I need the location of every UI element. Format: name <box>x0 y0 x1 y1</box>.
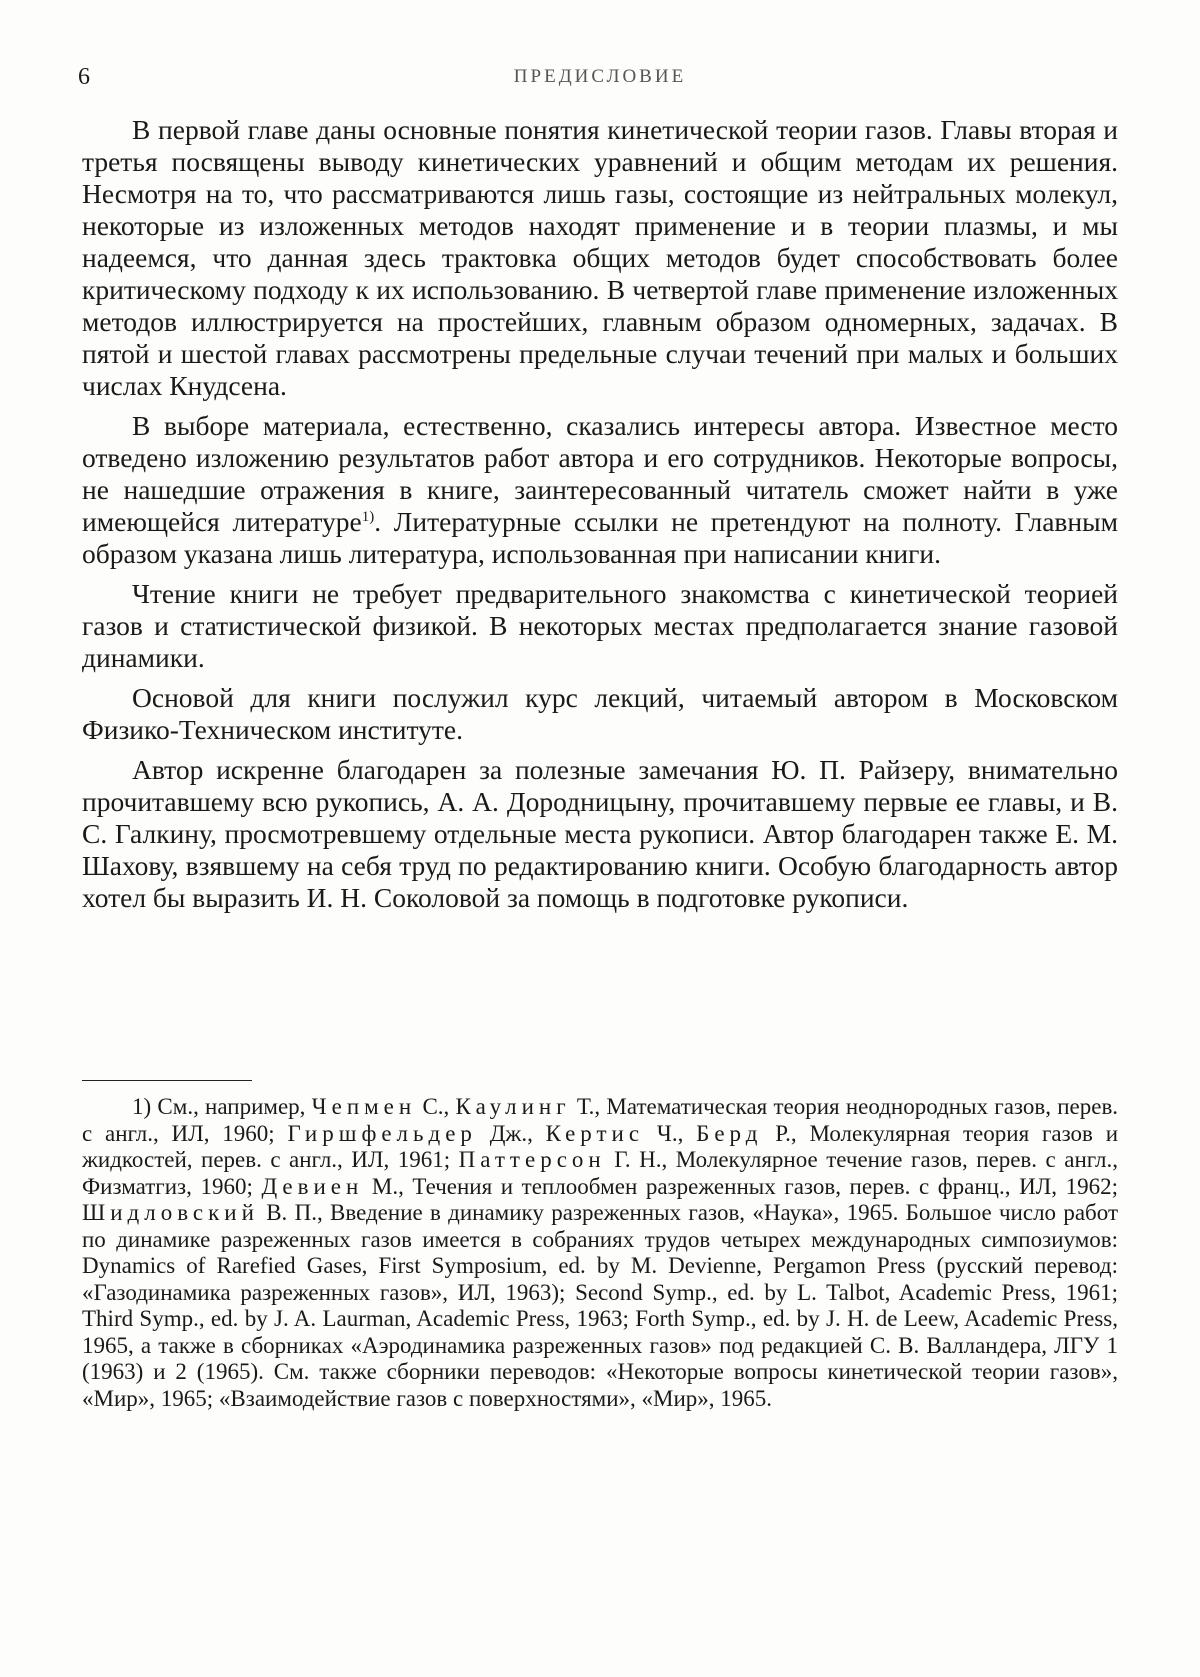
author-name: Кертис <box>545 1120 645 1146</box>
author-name: Каулинг <box>455 1094 571 1119</box>
footnote-text: Т., Математическая теория неоднородных газов, перев. с англ., ИЛ, 1960; <box>82 1094 1119 1146</box>
author-name: Паттерсон <box>458 1147 606 1172</box>
footnote-text: Р., Молекулярная теория газов и жидкостей, перев. с англ., ИЛ, 1961; <box>82 1120 1119 1172</box>
footnote-divider <box>82 1080 252 1081</box>
paragraph-material-text: В выборе материала, естественно, сказались интересы автора. Известное место отведено изложению результатов работ автора и его сотрудников. Некоторые вопросы, не нашедшие отражения в книге, заинтересованный читатель сможет найти в уже имеющейся литературе <box>82 410 1118 537</box>
page-header <box>78 64 1122 94</box>
paragraph-lectures: Основой для книги послужил курс лекций, читаемый автором в Московском Физико-Техническом институте. <box>82 682 1118 745</box>
footnote-text: В. П., Введение в динамику разреженных газов, «Наука», 1965. Большое число работ по динамике разреженных газов имеется в собраниях трудов четырех международных симпозиумов: Dynamics of Rarefied Gases, First Symposium, ed. by M. Devienne, Pergamon Press (русский перевод: «Газодинамика разреженных газов», ИЛ, 1963); Second Symp., ed. by L. Talbot, Academic Press, 1961; Third Symp., ed. by J. A. Laurman, Academic Press, 1963; Forth Symp., ed. by J. H. de Leew, Academic Press, 1965, а также в сборниках «Аэродинамика разреженных газов» под редакцией С. В. Валландера, ЛГУ 1 (1963) и 2 (1965). См. также сборники переводов: «Некоторые вопросы кинетической теории газов», «Мир», 1965; «Взаимодействие газов с поверхностями», «Мир», 1965. <box>82 1200 1118 1411</box>
footnote-marker: 1) <box>132 1094 152 1119</box>
footnote-text: С., <box>422 1094 450 1119</box>
footnote-text: М., Течения и теплообмен разреженных газов, перев. с франц., ИЛ, 1962; <box>371 1173 1118 1199</box>
paragraph-material-rest: . Литературные ссылки не претендуют на полноту. Главным образом указана лишь литература, использованная при написании книги. <box>82 506 1118 569</box>
author-name: Чепмен <box>311 1094 417 1119</box>
running-title: ПРЕДИСЛОВИЕ <box>513 66 687 87</box>
footnote-text: Г. Н., Молекулярное течение газов, перев. с англ., Физматгиз, 1960; <box>82 1147 1119 1199</box>
footnote-text: Дж., <box>489 1120 533 1146</box>
footnote-text: Ч., <box>656 1120 684 1146</box>
author-name: Девиен <box>261 1173 364 1199</box>
page-number: 6 <box>78 64 90 90</box>
footnote-ref: 1) <box>361 508 375 525</box>
paragraph-acknowledgements: Автор искренне благодарен за полезные замечания Ю. П. Райзеру, внимательно прочитавшему всю рукопись, А. А. Дородницыну, прочитавшему первые ее главы, и В. С. Галкину, просмотревшему отдельные места рукописи. Автор благодарен также Е. М. Шахову, взявшему на себя труд по редактированию книги. Особую благодарность автор хотел бы выразить И. Н. Соколовой за помощь в подготовке рукописи. <box>82 754 1118 913</box>
author-name: Берд <box>696 1120 763 1146</box>
paragraph-chapters: В первой главе даны основные понятия кинетической теории газов. Главы вторая и третья посвящены выводу кинетических уравнений и общим методам их решения. Несмотря на то, что рассматриваются лишь газы, состоящие из нейтральных молекул, некоторые из изложенных методов находят применение и в теории плазмы, и мы надеемся, что данная здесь трактовка общих методов будет способствовать более критическому подходу к их использованию. В четвертой главе применение изложенных методов иллюстрируется на простейших, главным образом одномерных, задачах. В пятой и шестой главах рассмотрены предельные случаи течений при малых и больших числах Кнудсена. <box>82 114 1118 401</box>
paragraph-material <box>82 410 1118 570</box>
footnote-text: См., например, <box>157 1094 306 1119</box>
author-name: Гиршфельдер <box>287 1120 477 1146</box>
author-name: Шидловский <box>82 1200 259 1225</box>
footnote <box>82 1094 1118 1412</box>
body-text <box>82 114 1118 914</box>
paragraph-prerequisites: Чтение книги не требует предварительного знакомства с кинетической теорией газов и статистической физикой. В некоторых местах предполагается знание газовой динамики. <box>82 578 1118 673</box>
